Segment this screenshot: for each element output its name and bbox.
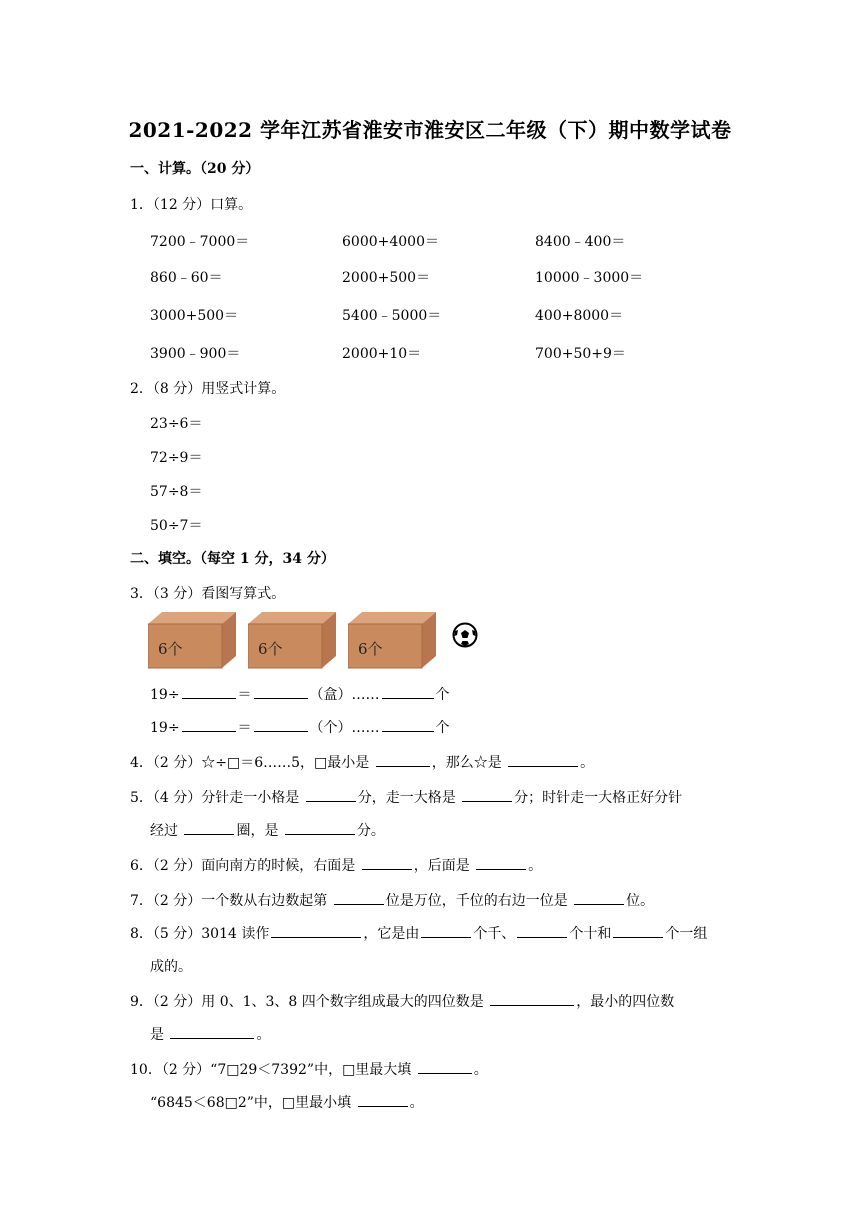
answer-blank[interactable] [382,717,434,732]
calc-item: 5400﹣5000＝ [342,308,442,324]
answer-blank[interactable] [418,1059,472,1074]
answer-blank[interactable] [184,820,234,835]
calc-item: 7200﹣7000＝ [150,234,250,250]
answer-blank[interactable] [376,752,430,767]
answer-blank[interactable] [334,890,384,905]
answer-blank[interactable] [254,717,308,732]
division-item: 57÷8＝ [150,484,203,500]
q10-line-2: “6845＜68□2”中，□里最小填 。 [150,1092,424,1112]
answer-blank[interactable] [358,1092,408,1107]
soccer-ball-icon [452,622,478,648]
answer-blank[interactable] [476,855,526,870]
answer-blank[interactable] [574,890,624,905]
q6: 6．（2 分）面向南方的时候，右面是 ，后面是 。 [130,855,542,875]
q3-label: 3．（3 分）看图写算式。 [130,586,286,602]
q2-label: 2．（8 分）用竖式计算。 [130,381,286,397]
answer-blank[interactable] [306,787,356,802]
box-label: 6个 [158,640,183,658]
answer-blank[interactable] [182,717,236,732]
division-item: 23÷6＝ [150,416,203,432]
division-item: 72÷9＝ [150,450,203,466]
calc-item: 700+50+9＝ [535,346,626,362]
q9-line-2: 是 。 [150,1024,270,1044]
q5-line-2: 经过 圈，是 分。 [150,820,385,840]
calc-item: 3000+500＝ [150,308,239,324]
answer-blank[interactable] [508,752,578,767]
answer-blank[interactable] [382,684,434,699]
answer-blank[interactable] [182,684,236,699]
section-2-heading: 二、填空。（每空 1 分，34 分） [130,551,335,567]
q3-line-2: 19÷ ＝ （个）…… 个 [150,717,450,737]
answer-blank[interactable] [421,923,471,938]
q9-line-1: 9．（2 分）用 0、1、3、8 四个数字组成最大的四位数是 ，最小的四位数 [130,991,674,1011]
box-image [148,610,236,670]
calc-item: 2000+500＝ [342,270,431,286]
q4: 4．（2 分）☆÷□＝6……5，□最小是 ，那么☆是 。 [130,752,594,772]
box-label: 6个 [258,640,283,658]
answer-blank[interactable] [271,923,361,938]
answer-blank[interactable] [285,820,355,835]
calc-item: 3900﹣900＝ [150,346,241,362]
answer-blank[interactable] [490,991,574,1006]
box-image [248,610,336,670]
calc-item: 10000﹣3000＝ [535,270,644,286]
answer-blank[interactable] [254,684,308,699]
q1-label: 1．（12 分）口算。 [130,197,253,213]
box-label: 6个 [358,640,383,658]
calc-item: 8400﹣400＝ [535,234,626,250]
box-image [348,610,436,670]
q5-line-1: 5．（4 分）分针走一小格是 分，走一大格是 分；时针走一大格正好分针 [130,787,682,807]
page-title: 2021-2022 学年江苏省淮安市淮安区二年级（下）期中数学试卷 [128,118,732,142]
answer-blank[interactable] [362,855,412,870]
q7: 7．（2 分）一个数从右边数起第 位是万位，千位的右边一位是 位。 [130,890,654,910]
section-1-heading: 一、计算。（20 分） [130,161,260,177]
calc-item: 860﹣60＝ [150,270,223,286]
calc-item: 400+8000＝ [535,308,624,324]
answer-blank[interactable] [613,923,663,938]
answer-blank[interactable] [170,1024,254,1039]
answer-blank[interactable] [517,923,567,938]
calc-item: 2000+10＝ [342,346,422,362]
q8-line-1: 8．（5 分）3014 读作 ，它是由 个千、 个十和 个一组 [130,923,707,943]
calc-item: 6000+4000＝ [342,234,439,250]
q8-line-2: 成的。 [150,959,192,975]
answer-blank[interactable] [462,787,512,802]
q10-line-1: 10．（2 分）“7□29＜7392”中，□里最大填 。 [130,1059,488,1079]
division-item: 50÷7＝ [150,518,203,534]
q3-line-1: 19÷ ＝ （盒）…… 个 [150,684,450,704]
